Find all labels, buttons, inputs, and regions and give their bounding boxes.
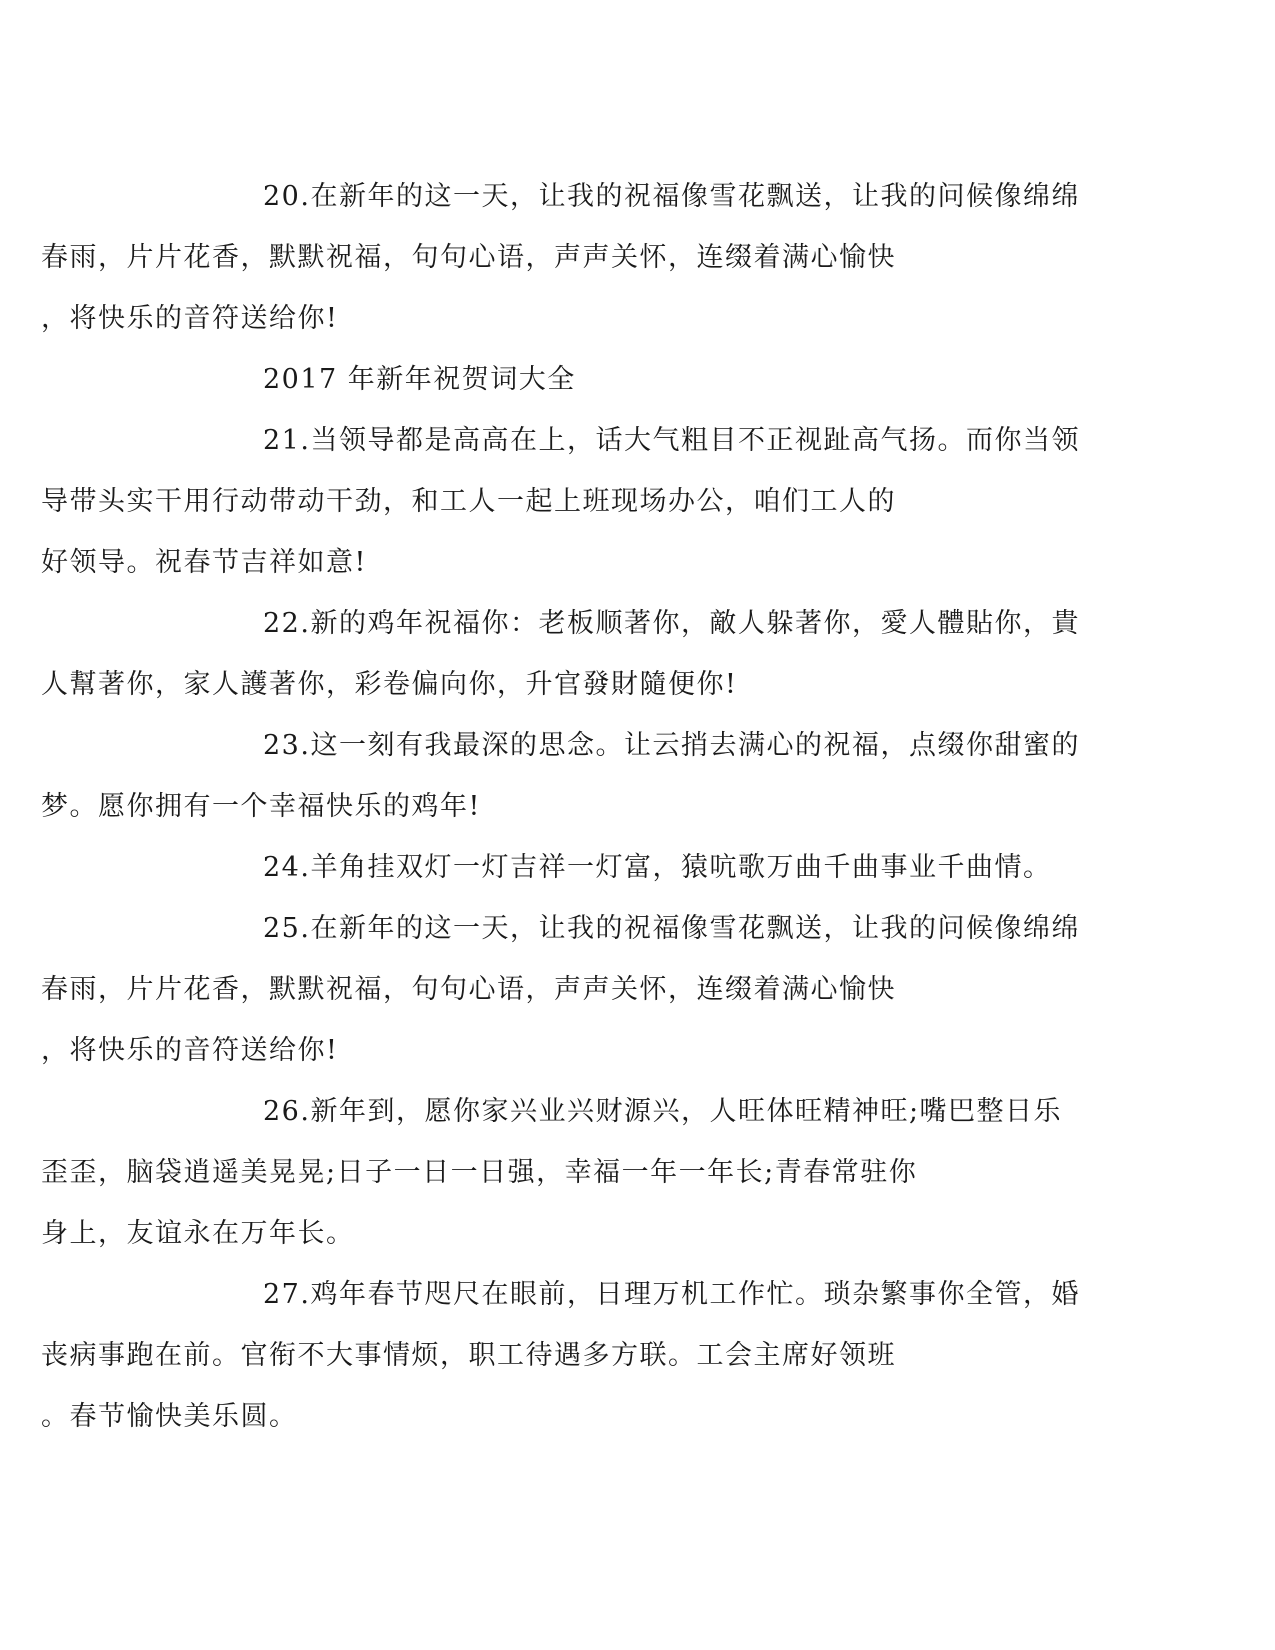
paragraph-line: 21.当领导都是高高在上，话大气粗目不正视趾高气扬。而你当领 (263, 425, 1080, 456)
paragraph-line: 歪歪，脑袋逍遥美晃晃;日子一日一日强，幸福一年一年长;青春常驻你 (41, 1157, 918, 1188)
document-body (41, 166, 1084, 1447)
section-heading (189, 349, 1084, 410)
paragraph-24 (189, 837, 1084, 898)
paragraph-line: 梦。愿你拥有一个幸福快乐的鸡年! (41, 791, 481, 822)
paragraph-27 (41, 1264, 1084, 1447)
paragraph-line: 20.在新年的这一天，让我的祝福像雪花飘送，让我的问候像绵绵 (263, 181, 1080, 212)
paragraph-21 (41, 410, 1084, 593)
paragraph-line: 丧病事跑在前。官衔不大事情烦，职工待遇多方联。工会主席好领班 (41, 1340, 896, 1371)
paragraph-line: ，将快乐的音符送给你! (41, 303, 339, 334)
paragraph-line: 春雨，片片花香，默默祝福，句句心语，声声关怀，连缀着满心愉快 (41, 242, 896, 273)
paragraph-line: 22.新的鸡年祝福你：老板顺著你，敵人躲著你，愛人體貼你，貴 (263, 608, 1080, 639)
paragraph-line: 好领导。祝春节吉祥如意! (41, 547, 367, 578)
paragraph-line: 23.这一刻有我最深的思念。让云捎去满心的祝福，点缀你甜蜜的 (263, 730, 1080, 761)
paragraph-22 (41, 593, 1084, 715)
paragraph-20 (41, 166, 1084, 349)
paragraph-23 (41, 715, 1084, 837)
paragraph-line: 27.鸡年春节咫尺在眼前，日理万机工作忙。琐杂繁事你全管，婚 (263, 1279, 1080, 1310)
paragraph-26 (41, 1081, 1084, 1264)
paragraph-line: 25.在新年的这一天，让我的祝福像雪花飘送，让我的问候像绵绵 (263, 913, 1080, 944)
paragraph-25 (41, 898, 1084, 1081)
paragraph-line: 人幫著你，家人護著你，彩卷偏向你，升官發財隨便你! (41, 669, 738, 700)
paragraph-line: ，将快乐的音符送给你! (41, 1035, 339, 1066)
paragraph-line: 24.羊角挂双灯一灯吉祥一灯富，猿吭歌万曲千曲事业千曲情。 (263, 852, 1052, 883)
paragraph-line: 身上，友谊永在万年长。 (41, 1218, 355, 1249)
paragraph-line: 。春节愉快美乐圆。 (41, 1401, 298, 1432)
heading-line: 2017 年新年祝贺词大全 (263, 364, 576, 395)
paragraph-line: 春雨，片片花香，默默祝福，句句心语，声声关怀，连缀着满心愉快 (41, 974, 896, 1005)
paragraph-line: 导带头实干用行动带动干劲，和工人一起上班现场办公，咱们工人的 (41, 486, 896, 517)
paragraph-line: 26.新年到，愿你家兴业兴财源兴，人旺体旺精神旺;嘴巴整日乐 (263, 1096, 1063, 1127)
